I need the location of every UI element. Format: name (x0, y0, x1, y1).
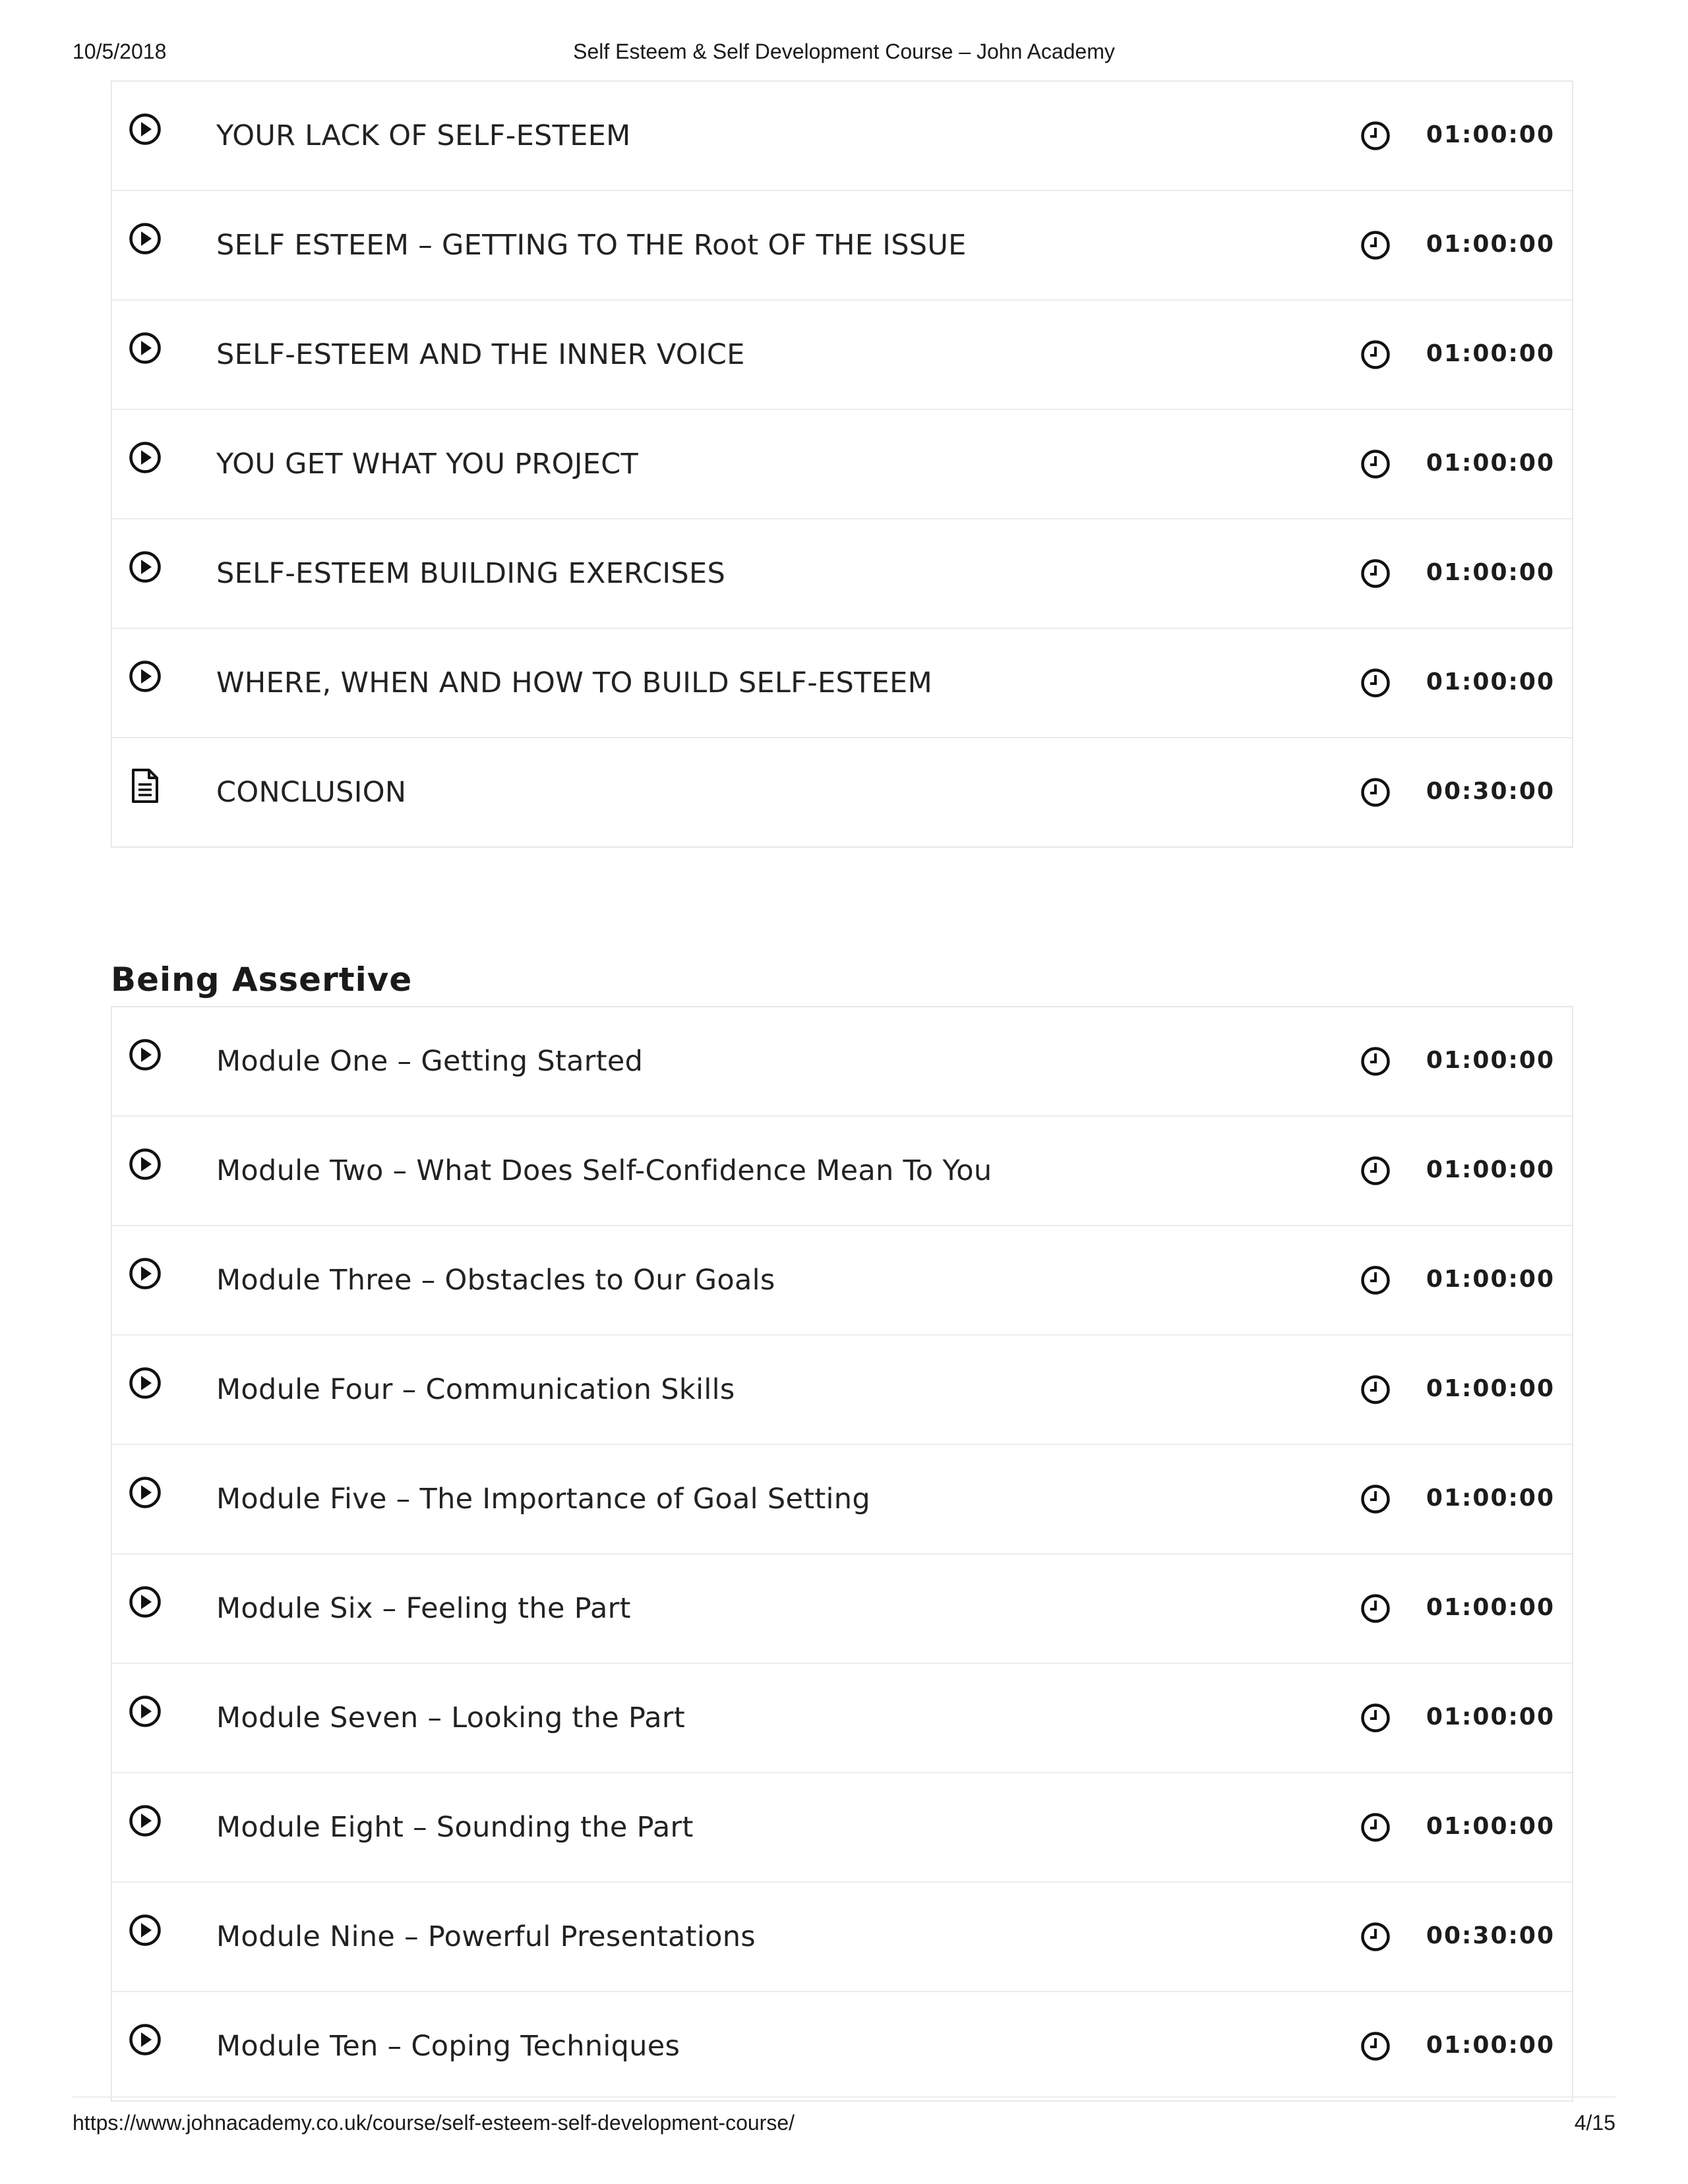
play-circle-icon (127, 1693, 164, 1730)
course-item-duration: 01:00:00 (1426, 339, 1555, 367)
course-item-row[interactable] (112, 190, 1572, 299)
clock-icon (1358, 1920, 1393, 1954)
course-item-duration: 00:30:00 (1426, 777, 1555, 805)
course-item-duration: 00:30:00 (1426, 1922, 1555, 1949)
course-item-title[interactable]: Module Seven – Looking the Part (216, 1701, 686, 1734)
play-circle-icon (127, 1474, 164, 1511)
print-footer (73, 2096, 1615, 2135)
curriculum-section-1 (111, 80, 1573, 848)
course-item-row[interactable] (112, 1881, 1572, 1991)
course-item-title[interactable]: CONCLUSION (216, 776, 407, 809)
course-item-title[interactable]: SELF ESTEEM – GETTING TO THE Root OF THE ISSUE (216, 229, 967, 262)
play-circle-icon (127, 1912, 164, 1949)
course-item-title[interactable]: Module Four – Communication Skills (216, 1373, 735, 1406)
clock-icon (1358, 1701, 1393, 1735)
course-item-row[interactable] (112, 628, 1572, 737)
course-item-duration: 01:00:00 (1426, 1812, 1555, 1840)
course-item-row[interactable] (112, 1334, 1572, 1444)
course-item-row[interactable] (112, 518, 1572, 628)
course-item-row[interactable] (112, 1115, 1572, 1225)
course-item-row[interactable] (112, 1225, 1572, 1334)
course-item-row[interactable] (112, 1444, 1572, 1553)
play-circle-icon (127, 658, 164, 695)
course-item-title[interactable]: Module Two – What Does Self-Confidence Mean To You (216, 1154, 992, 1187)
course-item-title[interactable]: Module Six – Feeling the Part (216, 1592, 631, 1625)
course-item-duration: 01:00:00 (1426, 1046, 1555, 1074)
course-item-title[interactable]: SELF-ESTEEM AND THE INNER VOICE (216, 338, 745, 371)
clock-icon (1358, 447, 1393, 481)
course-item-duration: 01:00:00 (1426, 558, 1555, 586)
course-item-title[interactable]: Module Ten – Coping Techniques (216, 2030, 680, 2063)
play-circle-icon (127, 1255, 164, 1292)
course-item-duration: 01:00:00 (1426, 449, 1555, 477)
clock-icon (1358, 119, 1393, 153)
course-item-title[interactable]: WHERE, WHEN AND HOW TO BUILD SELF-ESTEEM (216, 666, 932, 699)
play-circle-icon (127, 1365, 164, 1402)
course-item-duration: 01:00:00 (1426, 121, 1555, 148)
play-circle-icon (127, 220, 164, 257)
course-item-duration: 01:00:00 (1426, 1593, 1555, 1621)
clock-icon (1358, 1810, 1393, 1845)
clock-icon (1358, 1044, 1393, 1078)
clock-icon (1358, 1154, 1393, 1188)
course-item-row[interactable] (112, 82, 1572, 190)
course-item-list (111, 1006, 1573, 2102)
page-number: 4/15 (1574, 2111, 1615, 2135)
course-item-duration: 01:00:00 (1426, 1484, 1555, 1512)
clock-icon (1358, 228, 1393, 262)
print-header (73, 40, 1615, 69)
course-item-row[interactable] (112, 1553, 1572, 1663)
course-item-duration: 01:00:00 (1426, 1156, 1555, 1183)
curriculum-section-being-assertive (111, 953, 1573, 2102)
course-item-title[interactable]: YOUR LACK OF SELF-ESTEEM (216, 119, 631, 152)
course-item-row[interactable] (112, 409, 1572, 518)
course-item-row[interactable] (112, 1772, 1572, 1881)
play-circle-icon (127, 111, 164, 148)
course-item-duration: 01:00:00 (1426, 230, 1555, 258)
play-circle-icon (127, 1036, 164, 1073)
course-item-duration: 01:00:00 (1426, 1703, 1555, 1730)
play-circle-icon (127, 1146, 164, 1183)
course-item-title[interactable]: Module Three – Obstacles to Our Goals (216, 1264, 775, 1297)
play-circle-icon (127, 548, 164, 585)
play-circle-icon (127, 2021, 164, 2058)
clock-icon (1358, 338, 1393, 372)
clock-icon (1358, 2029, 1393, 2063)
clock-icon (1358, 666, 1393, 700)
clock-icon (1358, 1591, 1393, 1626)
course-item-row[interactable] (112, 299, 1572, 409)
course-item-title[interactable]: Module One – Getting Started (216, 1045, 644, 1078)
course-item-list (111, 80, 1573, 848)
clock-icon (1358, 1263, 1393, 1297)
course-item-title[interactable]: SELF-ESTEEM BUILDING EXERCISES (216, 557, 726, 590)
clock-icon (1358, 556, 1393, 591)
section-heading: Being Assertive (111, 960, 413, 999)
course-item-duration: 01:00:00 (1426, 668, 1555, 695)
course-item-row[interactable] (112, 1663, 1572, 1772)
clock-icon (1358, 1482, 1393, 1516)
course-item-row[interactable] (112, 737, 1572, 846)
play-circle-icon (127, 1583, 164, 1620)
clock-icon (1358, 1372, 1393, 1407)
clock-icon (1358, 775, 1393, 810)
print-page-title: Self Esteem & Self Development Course – John Academy (573, 40, 1115, 63)
print-url: https://www.johnacademy.co.uk/course/self-esteem-self-development-course/ (73, 2111, 795, 2135)
course-item-duration: 01:00:00 (1426, 1374, 1555, 1402)
course-item-title[interactable]: YOU GET WHAT YOU PROJECT (216, 448, 639, 481)
print-date: 10/5/2018 (73, 40, 167, 63)
play-circle-icon (127, 439, 164, 476)
play-circle-icon (127, 330, 164, 367)
course-item-title[interactable]: Module Five – The Importance of Goal Setting (216, 1483, 870, 1516)
course-item-title[interactable]: Module Nine – Powerful Presentations (216, 1920, 756, 1953)
course-item-row[interactable] (112, 1991, 1572, 2100)
course-item-duration: 01:00:00 (1426, 1265, 1555, 1293)
play-circle-icon (127, 1802, 164, 1839)
course-item-duration: 01:00:00 (1426, 2031, 1555, 2059)
document-icon (127, 767, 164, 804)
course-item-title[interactable]: Module Eight – Sounding the Part (216, 1811, 694, 1844)
course-item-row[interactable] (112, 1007, 1572, 1115)
